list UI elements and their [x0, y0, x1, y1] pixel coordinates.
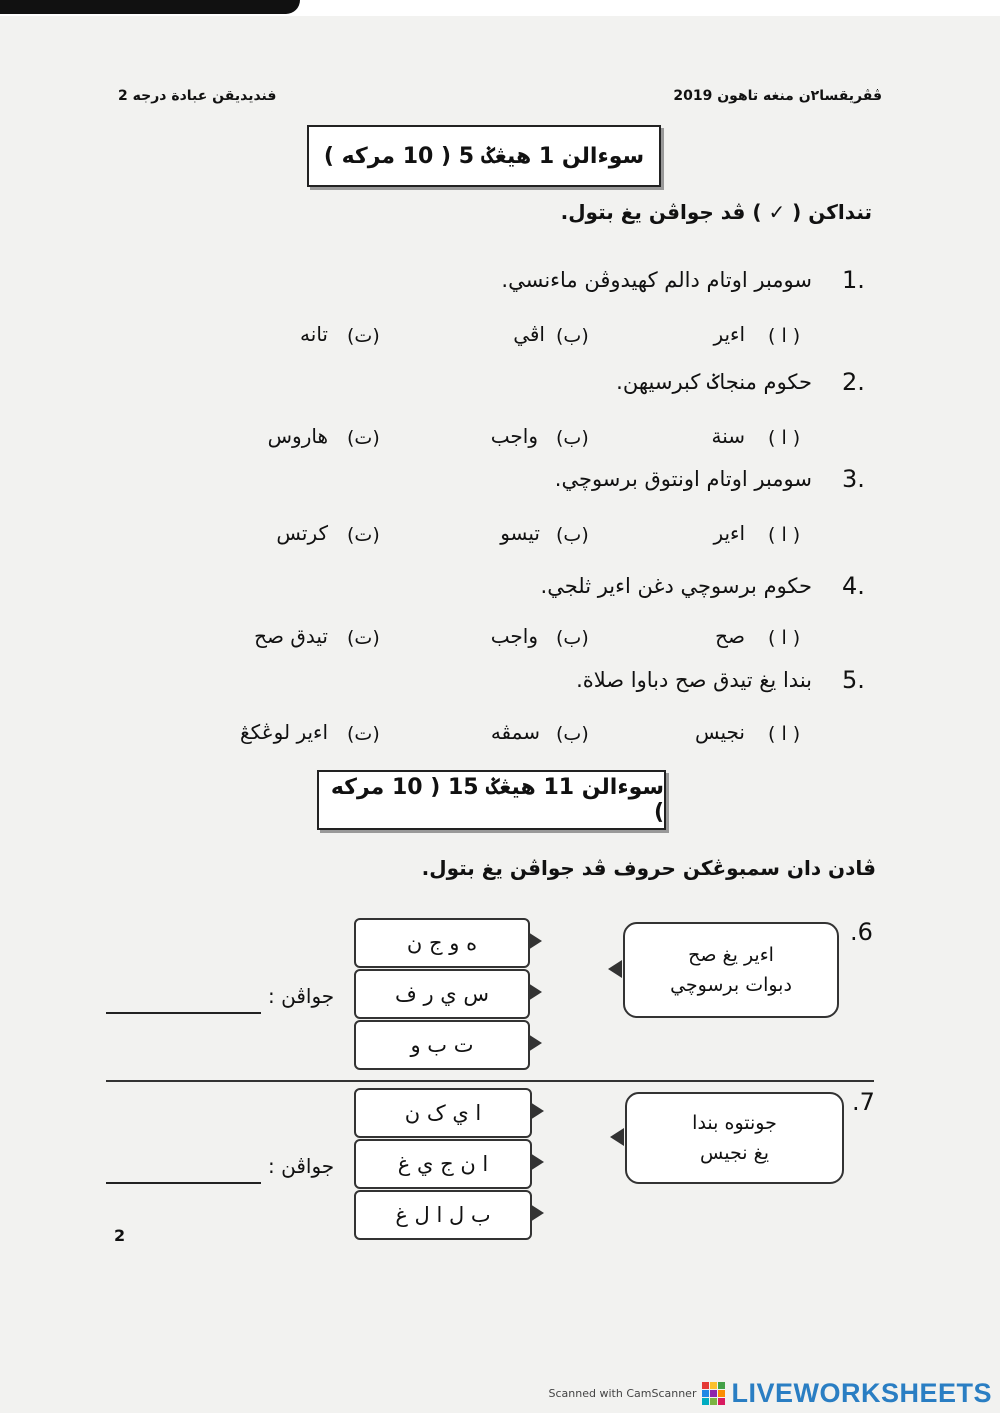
scan-shadow	[0, 0, 300, 14]
option-a[interactable]: اءير	[713, 322, 745, 346]
section2-instruction: ڤادن دان سمبوڠكن حروف ڤد جواڤن يغ بتول.	[421, 856, 876, 880]
pointer-icon	[610, 1128, 624, 1146]
answer-line[interactable]	[106, 1182, 261, 1184]
option-label-t: (ت)	[347, 524, 380, 546]
question-number: 4.	[842, 572, 865, 600]
answer-label: جواڤن :	[268, 984, 335, 1008]
pointer-icon	[608, 960, 622, 978]
question-text: بندا يغ تيدق صح دباوا صلاة.	[576, 668, 812, 692]
question-text: حكوم منجاݢ كبرسيهن.	[616, 370, 812, 394]
option-label-a: ( ا )	[768, 627, 801, 649]
option-label-a: ( ا )	[768, 325, 801, 347]
divider	[106, 1080, 874, 1082]
pointer-icon	[530, 1153, 544, 1171]
section2-title: سوءالن 11 هيڠݢ 15 ( 10 مركه )	[330, 775, 664, 825]
section1-title-box	[307, 125, 661, 187]
option-a[interactable]: سنة	[711, 424, 745, 448]
answer-line[interactable]	[106, 1012, 261, 1014]
option-a[interactable]: نجيس	[694, 720, 745, 744]
option-label-t: (ت)	[347, 627, 380, 649]
letter-box[interactable]: ه و ج ن	[354, 918, 530, 968]
option-t[interactable]: كرتس	[276, 521, 328, 545]
option-label-a: ( ا )	[768, 723, 801, 745]
option-label-b: (ب)	[556, 524, 589, 546]
option-label-b: (ب)	[556, 723, 589, 745]
question-number: 5.	[842, 666, 865, 694]
question-number: 3.	[842, 465, 865, 493]
option-b[interactable]: سمڤه	[490, 720, 540, 744]
clue-line: يغ نجيس	[700, 1142, 769, 1164]
pointer-icon	[530, 1102, 544, 1120]
letter-box[interactable]: ت ب و	[354, 1020, 530, 1070]
section1-instruction: تنداكن ( ✓ ) ڤد جواڤن يغ بتول.	[560, 200, 872, 224]
scanned-text: Scanned with CamScanner	[548, 1387, 697, 1400]
answer-label: جواڤن :	[268, 1154, 335, 1178]
option-b[interactable]: واجب	[490, 424, 538, 448]
option-a[interactable]: صح	[715, 624, 745, 648]
option-t[interactable]: اءير لوڠكڠ	[240, 720, 328, 744]
clue-line: جونتوه بندا	[692, 1111, 777, 1134]
question-number: .6	[850, 918, 873, 946]
clue-box	[625, 1092, 844, 1184]
letter-box[interactable]: ب ل ا ل غ	[354, 1190, 532, 1240]
letter-box[interactable]: س ي ر ف	[354, 969, 530, 1019]
pointer-icon	[528, 932, 542, 950]
option-b[interactable]: تيسو	[500, 521, 540, 545]
question-text: سومبر اوتام اونتوق برسوچي.	[554, 467, 812, 491]
option-t[interactable]: تانه	[300, 322, 328, 346]
question-text: سومبر اوتام دالم كهيدوڤن ماءنسي.	[501, 268, 812, 292]
option-t[interactable]: هاروس	[267, 424, 328, 448]
option-b[interactable]: واجب	[490, 624, 538, 648]
option-label-a: ( ا )	[768, 427, 801, 449]
footer	[549, 1378, 992, 1409]
liveworksheets-logo-icon	[702, 1382, 725, 1405]
pointer-icon	[528, 983, 542, 1001]
pointer-icon	[530, 1204, 544, 1222]
brand-name[interactable]: LIVEWORKSHEETS	[731, 1378, 992, 1408]
option-a[interactable]: اءير	[713, 521, 745, 545]
pointer-icon	[528, 1034, 542, 1052]
clue-line: دبوات برسوچي	[670, 974, 792, 996]
header-right: ڤڤريقسا٢ن منغه تاهون 2019	[673, 88, 882, 104]
option-t[interactable]: تيدق صح	[254, 624, 328, 648]
option-label-b: (ب)	[556, 325, 589, 347]
section1-title: سوءالن 1 هيڠݢ 5 ( 10 مركه )	[323, 143, 645, 169]
question-number: 1.	[842, 266, 865, 294]
section2-title-box	[317, 770, 666, 830]
option-label-t: (ت)	[347, 723, 380, 745]
option-b[interactable]: اڤي	[513, 322, 545, 346]
header-left: فنديديقن عبادة درجه 2	[118, 88, 277, 104]
option-label-a: ( ا )	[768, 524, 801, 546]
question-text: حكوم برسوچي دغن اءير ثلجي.	[540, 574, 812, 598]
clue-box	[623, 922, 839, 1018]
question-number: .7	[852, 1088, 875, 1116]
option-label-t: (ت)	[347, 325, 380, 347]
letter-box[interactable]: ا ن ج ي غ	[354, 1139, 532, 1189]
question-number: 2.	[842, 368, 865, 396]
option-label-b: (ب)	[556, 427, 589, 449]
page-number: 2	[114, 1226, 126, 1245]
letter-box[interactable]: ا ي ک ن	[354, 1088, 532, 1138]
clue-line: اءير يغ صح	[688, 943, 774, 966]
option-label-b: (ب)	[556, 627, 589, 649]
option-label-t: (ت)	[347, 427, 380, 449]
